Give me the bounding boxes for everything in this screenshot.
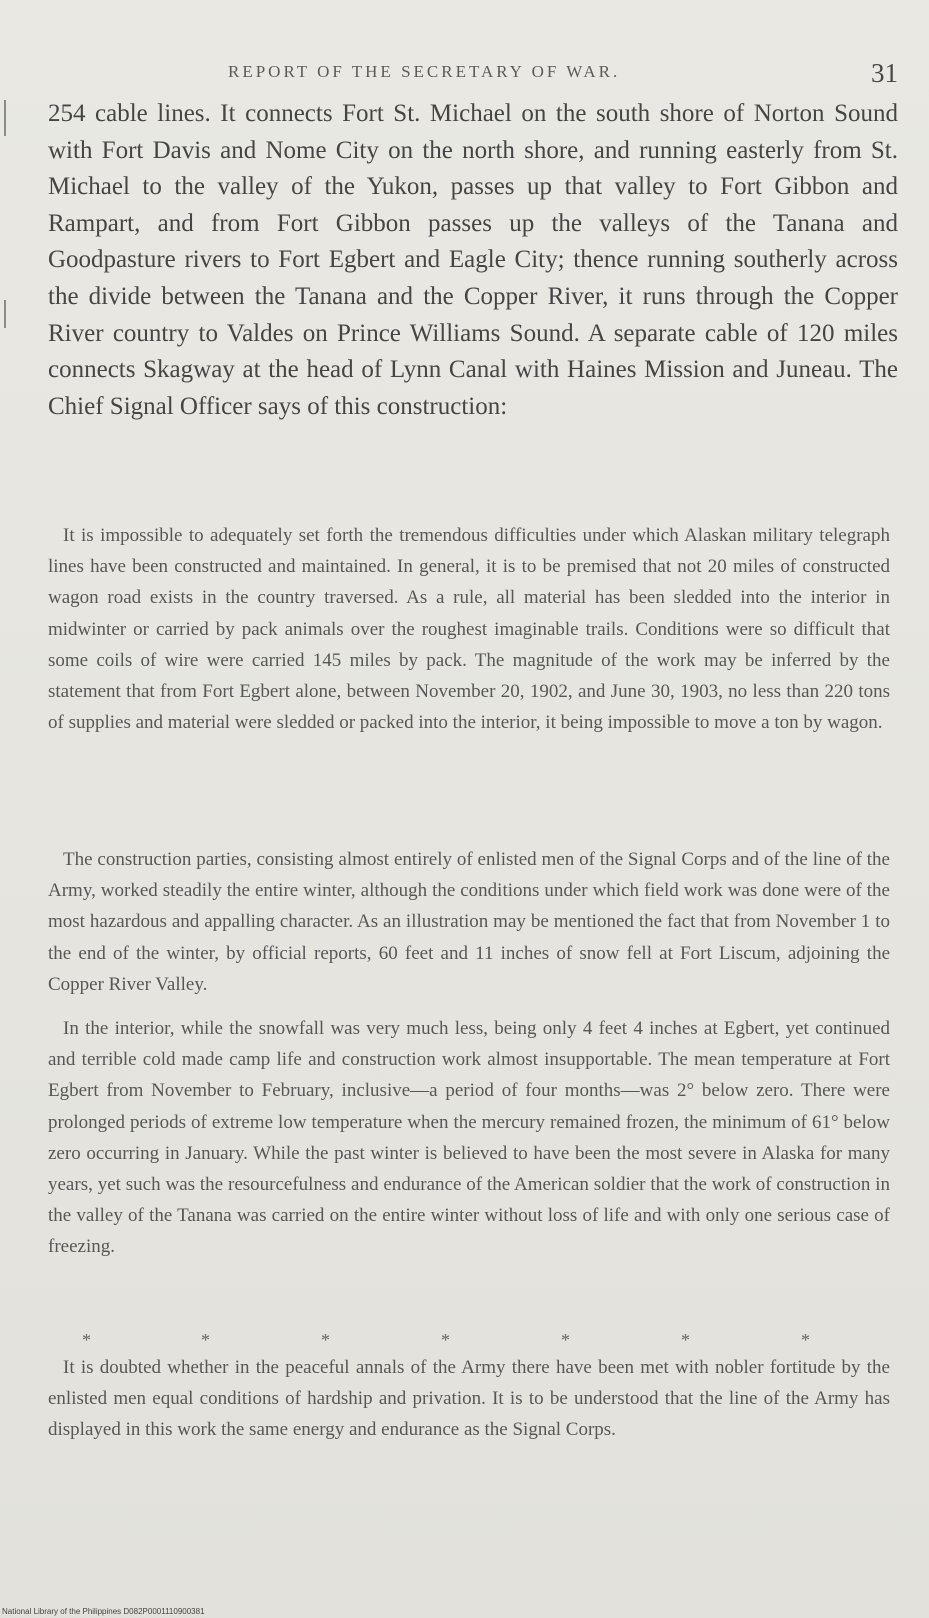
quoted-paragraph-block bbox=[48, 1013, 890, 1263]
asterisk: * bbox=[201, 1330, 210, 1350]
page-edge-mark bbox=[4, 100, 6, 136]
quoted-paragraph: It is doubted whether in the peaceful annals of the Army there have been met with nobler fortitude by the enlisted men equal conditions of hardship and privation. It is to be understood that the line of the Army has displayed in this work the same energy and endurance as the Signal Corps. bbox=[48, 1357, 890, 1441]
asterisk: * bbox=[561, 1330, 570, 1350]
body-paragraph-block bbox=[48, 96, 898, 425]
asterisk: * bbox=[801, 1330, 810, 1350]
page-edge-mark bbox=[4, 300, 6, 328]
running-head: REPORT OF THE SECRETARY OF WAR. bbox=[228, 62, 621, 81]
asterisk: * bbox=[82, 1330, 91, 1350]
asterisk: * bbox=[441, 1330, 450, 1350]
page-header bbox=[48, 58, 898, 88]
scan-footer: National Library of the Philippines D082P0001110900381 bbox=[2, 1607, 205, 1616]
quoted-paragraph: The construction parties, consisting almost entirely of enlisted men of the Signal Corps and of the line of the Army, worked steadily the entire winter, although the conditions under which field work was done were of the most hazardous and appalling character. As an illustration may be mentioned the fact that from November 1 to the end of the winter, by official reports, 60 feet and 11 inches of snow fell at Fort Liscum, adjoining the Copper River Valley. bbox=[48, 849, 890, 995]
quoted-paragraph: In the interior, while the snowfall was very much less, being only 4 feet 4 inches at Egbert, yet continued and terrible cold made camp life and construction work almost insupportable. The mean temperature at Fort Egbert from November to February, inclusive—a period of four months—was 2° below zero. There were prolonged periods of extreme low temperature when the mercury remained frozen, the minimum of 61° below zero occurring in January. While the past winter is believed to have been the most severe in Alaska for many years, yet such was the resourcefulness and endurance of the American soldier that the work of construction in the valley of the Tanana was carried on the entire winter without loss of life and with only one serious case of freezing. bbox=[48, 1018, 890, 1258]
page-number: 31 bbox=[871, 58, 898, 88]
quoted-paragraph-block bbox=[48, 1352, 890, 1446]
body-paragraph: 254 cable lines. It connects Fort St. Michael on the south shore of Norton Sound with Fort Davis and Nome City on the north shore, and running easterly from St. Michael to the valley of the Yukon, passes up that valley to Fort Gibbon and Rampart, and from Fort Gibbon passes up the valleys of the Tanana and Goodpasture rivers to Fort Egbert and Eagle City; thence running southerly across the divide between the Tanana and the Copper River, it runs through the Copper River country to Valdes on Prince Williams Sound. A separate cable of 120 miles connects Skagway at the head of Lynn Canal with Haines Mission and Juneau. The Chief Signal Officer says of this construction: bbox=[48, 100, 898, 420]
asterisk: * bbox=[321, 1330, 330, 1350]
quoted-paragraph: It is impossible to adequately set forth the tremendous difficulties under which Alaskan military telegraph lines have been constructed and maintained. In general, it is to be premised that not 20 miles of constructed wagon road exists in the country traversed. As a rule, all material has been sledded into the interior in midwinter or carried by pack animals over the roughest imaginable trails. Conditions were so difficult that some coils of wire were carried 145 miles by pack. The magnitude of the work may be inferred by the statement that from Fort Egbert alone, between November 20, 1902, and June 30, 1903, no less than 220 tons of supplies and material were sledded or packed into the interior, it being impossible to move a ton by wagon. bbox=[48, 525, 890, 734]
asterisk: * bbox=[681, 1330, 690, 1350]
ellipsis-asterisks bbox=[48, 1330, 890, 1350]
quoted-paragraph-block bbox=[48, 844, 890, 1000]
quoted-paragraph-block bbox=[48, 520, 890, 738]
